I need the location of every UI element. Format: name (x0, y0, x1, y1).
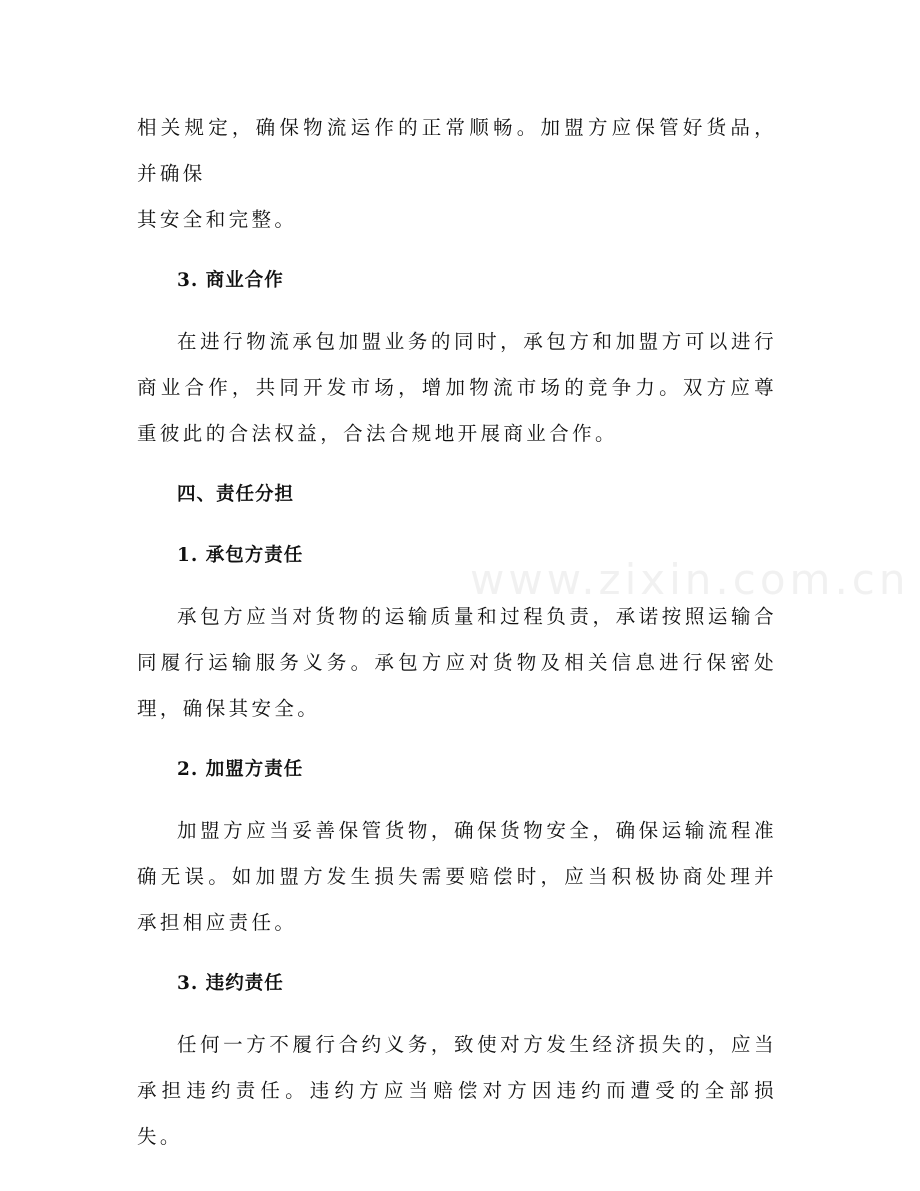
paragraph-line: 相关规定，确保物流运作的正常顺畅。加盟方应保管好货品，并确保 (137, 116, 777, 185)
paragraph-breach-responsibility: 任何一方不履行合约义务，致使对方发生经济损失的，应当承担违约责任。违约方应当赔偿对方因违约而遭受的全部损失。 (137, 1033, 777, 1148)
heading-business-cooperation: 3. 商业合作 (177, 270, 284, 291)
spacer (137, 579, 777, 594)
paragraph-contractor-responsibility: 承包方应当对货物的运输质量和过程负责，承诺按照运输合同履行运输服务义务。承包方应对货物及相关信息进行保密处理，确保其安全。 (137, 605, 777, 720)
paragraph-business-cooperation: 在进行物流承包加盟业务的同时，承包方和加盟方可以进行商业合作，共同开发市场，增加物流市场的竞争力。双方应尊重彼此的合法权益，合法合规地开展商业合作。 (137, 330, 777, 445)
spacer (137, 518, 777, 533)
document-body (137, 105, 777, 1160)
spacer (137, 304, 777, 319)
heading-contractor-responsibility: 1. 承包方责任 (177, 545, 304, 566)
spacer (137, 732, 777, 747)
paragraph-continuation (137, 105, 777, 243)
spacer (137, 793, 777, 808)
heading-franchisee-responsibility: 2. 加盟方责任 (177, 759, 304, 780)
spacer (137, 946, 777, 961)
spacer (137, 243, 777, 258)
spacer (137, 457, 777, 472)
paragraph-line: 其安全和完整。 (137, 208, 298, 231)
paragraph-franchisee-responsibility: 加盟方应当妥善保管货物，确保货物安全，确保运输流程准确无误。如加盟方发生损失需要赔偿时，应当积极协商处理并承担相应责任。 (137, 819, 777, 934)
heading-breach-responsibility: 3. 违约责任 (177, 973, 284, 994)
heading-section-responsibility: 四、责任分担 (177, 484, 295, 505)
spacer (137, 1007, 777, 1022)
watermark: www.zixin.com.cn (470, 555, 910, 604)
